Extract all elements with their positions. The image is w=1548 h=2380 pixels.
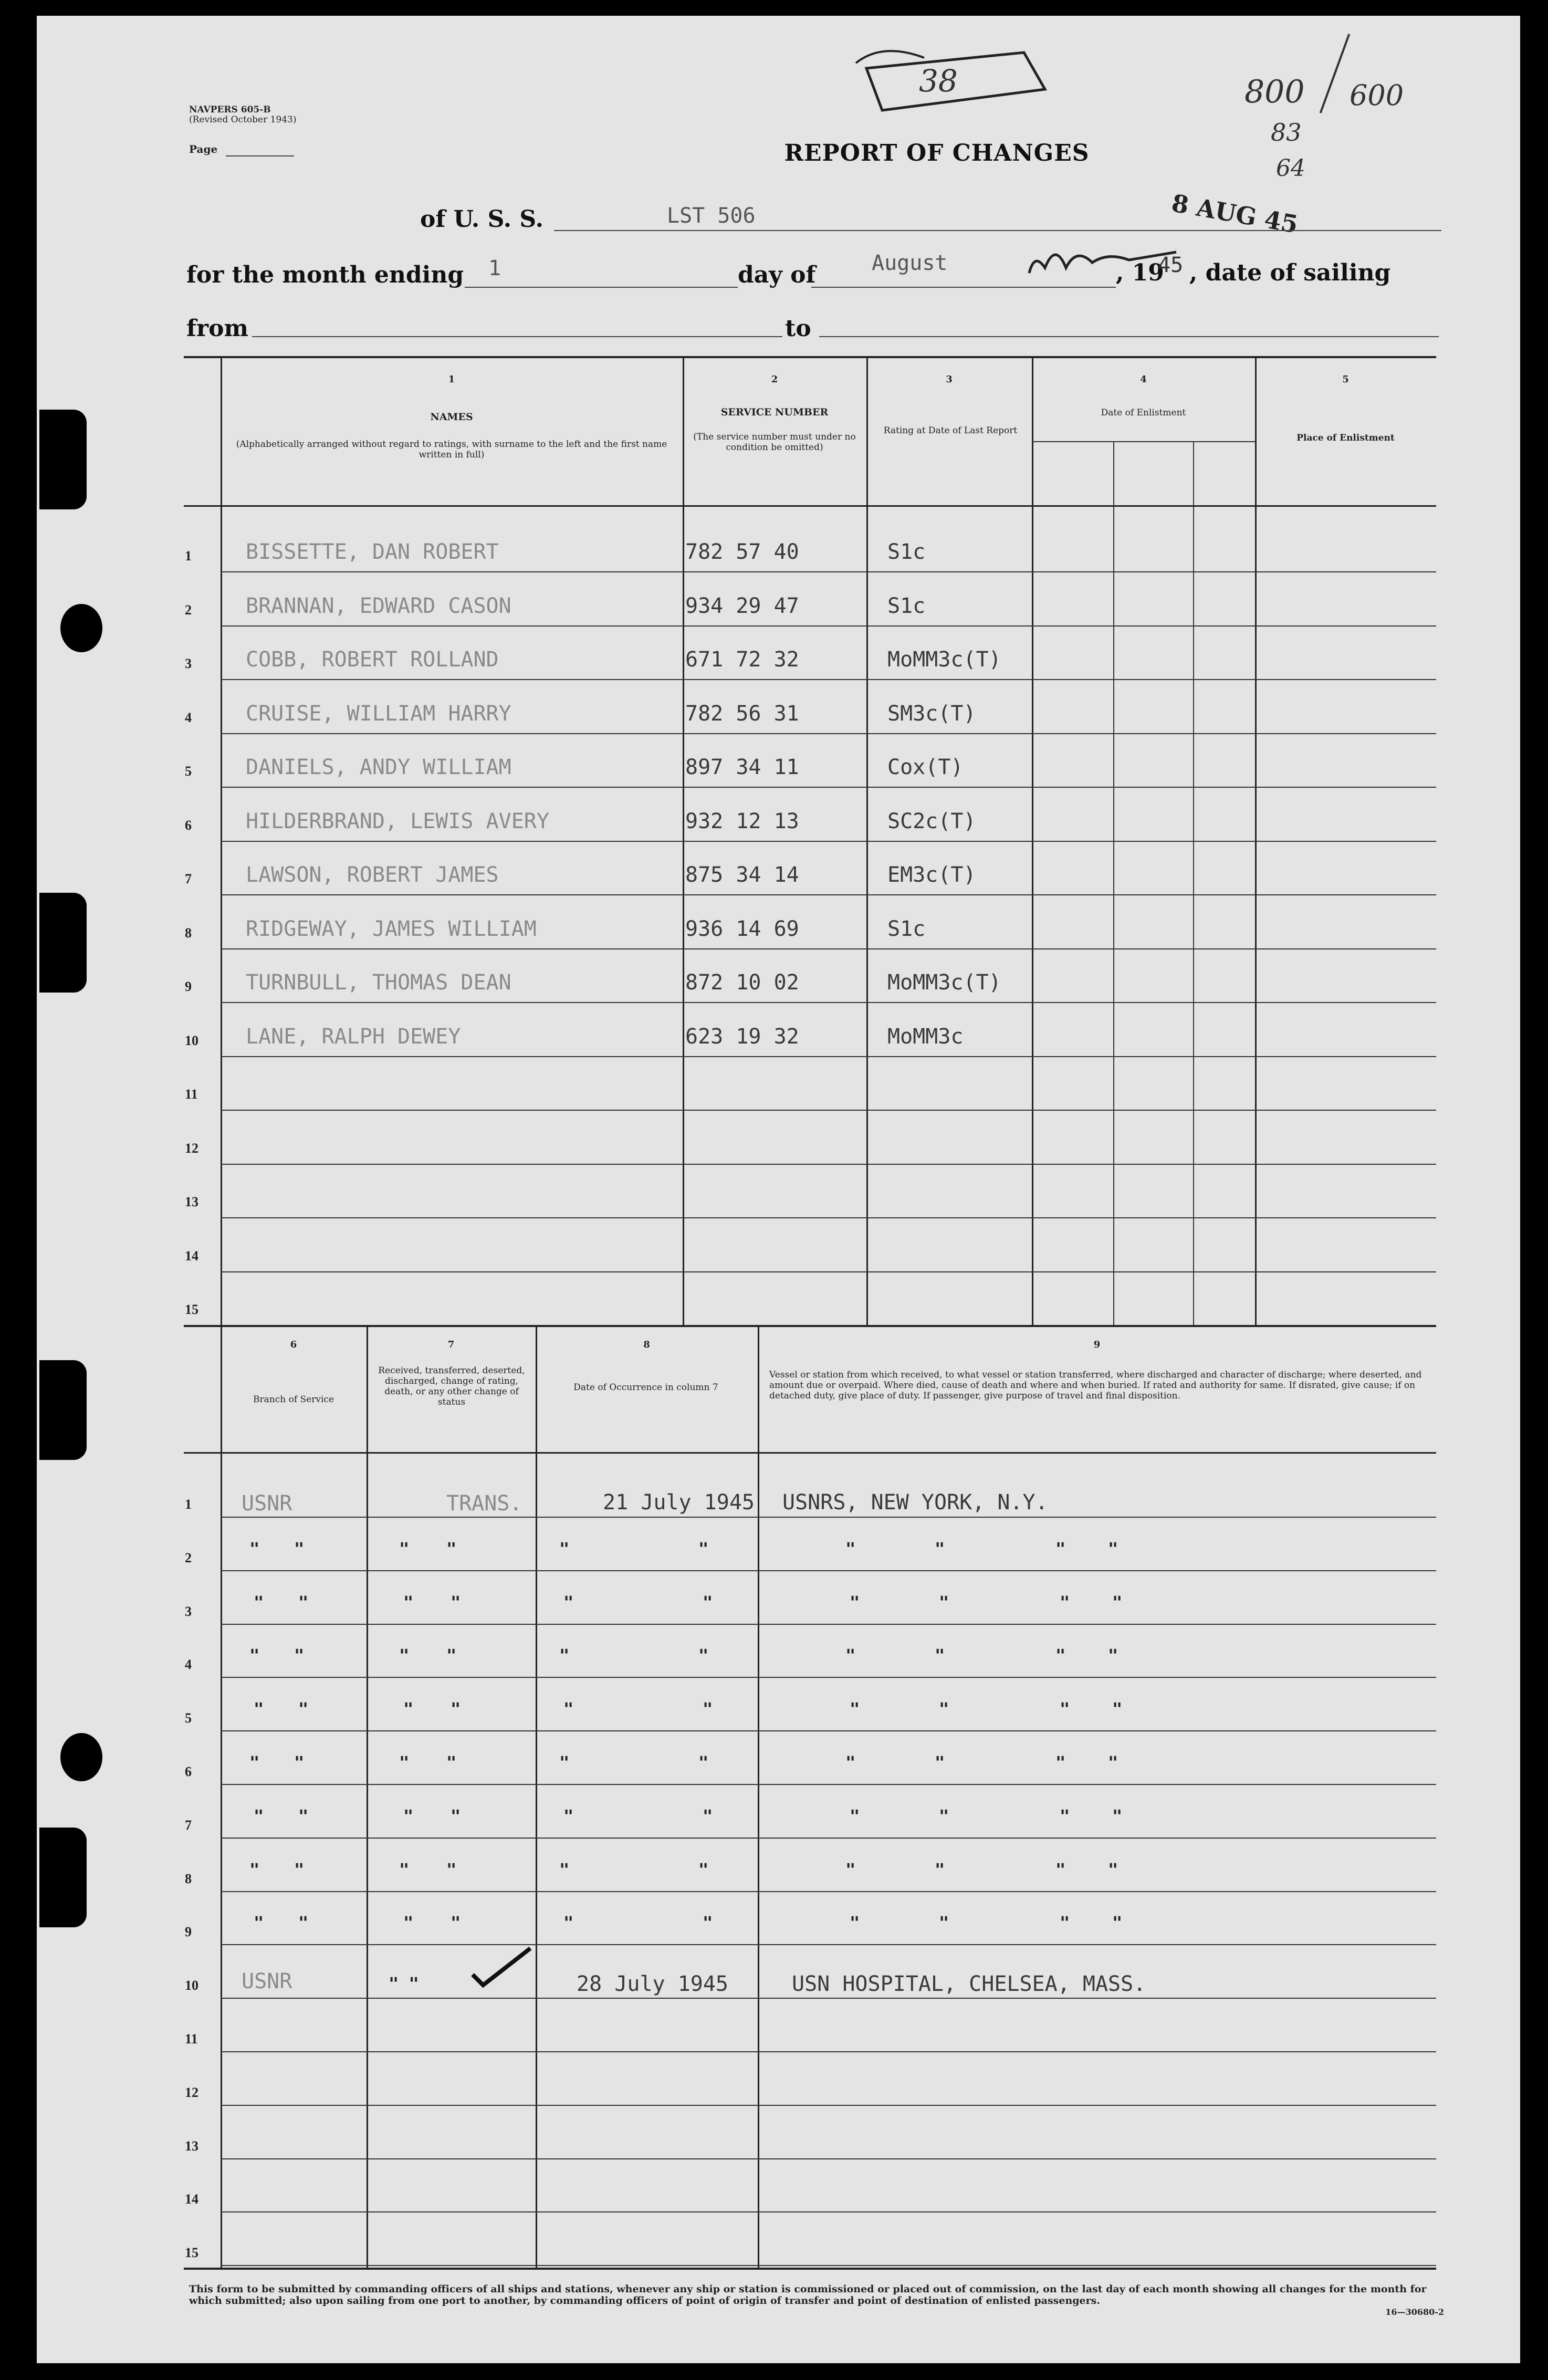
- ditto-mark: ": [298, 1805, 309, 1826]
- ditto-mark: ": [1108, 1859, 1118, 1880]
- from-label: from: [186, 315, 249, 342]
- lower-row10-change: " ": [389, 1974, 419, 1993]
- col1-number: 1: [448, 374, 455, 385]
- lower-divider-3: [758, 1325, 759, 2268]
- ditto-mark: ": [294, 1752, 305, 1772]
- lower-row-line: [221, 1838, 1436, 1839]
- ditto-mark: ": [1060, 1805, 1070, 1826]
- ditto-mark: ": [1112, 1805, 1123, 1826]
- upper-row-number: 9: [185, 979, 192, 994]
- binder-tab-middle: [39, 893, 87, 993]
- lower-table-bottom: [184, 2268, 1436, 2270]
- ditto-mark: ": [446, 1645, 457, 1666]
- form-code: [189, 105, 297, 125]
- handwritten-note-3: 83: [1271, 118, 1302, 147]
- ditto-mark: ": [399, 1538, 410, 1559]
- ditto-mark: ": [451, 1592, 461, 1612]
- upper-row-line: [221, 1164, 1436, 1165]
- col2-title: SERVICE NUMBER: [720, 406, 829, 418]
- lower-row-line: [221, 1677, 1436, 1678]
- ditto-mark: ": [845, 1859, 856, 1880]
- lower-row-number: 10: [185, 1978, 198, 1993]
- ditto-mark: ": [1112, 1699, 1123, 1719]
- column-divider-left: [221, 356, 222, 2268]
- upper-row-number: 10: [185, 1032, 198, 1048]
- upper-row-name: BISSETTE, DAN ROBERT: [246, 540, 499, 564]
- upper-row-number: 5: [185, 764, 192, 779]
- ditto-mark: ": [698, 1645, 709, 1666]
- upper-row-service-number: 934 29 47: [685, 593, 799, 618]
- upper-row-name: CRUISE, WILLIAM HARRY: [246, 701, 511, 726]
- lower-row10-branch: USNR: [242, 1969, 292, 1993]
- day-value: 1: [488, 256, 501, 280]
- upper-row-rating: EM3c(T): [887, 863, 976, 887]
- col6-title: Branch of Service: [253, 1394, 334, 1405]
- ditto-mark: ": [563, 1592, 574, 1612]
- upper-row-rating: MoMM3c(T): [887, 970, 1001, 995]
- lower-row-line: [221, 2105, 1436, 2106]
- upper-row-line: [221, 948, 1436, 949]
- ditto-mark: ": [399, 1859, 410, 1880]
- upper-row-number: 1: [185, 548, 192, 563]
- date-stamp: 8 AUG 45: [1169, 189, 1300, 239]
- ditto-mark: ": [298, 1913, 309, 1933]
- lower-row-number: 9: [185, 1924, 192, 1940]
- col4-title: Date of Enlistment: [1101, 408, 1186, 418]
- lower-table-top: [184, 1325, 1436, 1327]
- ditto-mark: ": [559, 1538, 570, 1559]
- ditto-mark: ": [939, 1592, 949, 1612]
- ditto-mark: ": [1055, 1859, 1066, 1880]
- ditto-mark: ": [850, 1592, 860, 1612]
- ditto-mark: ": [403, 1913, 414, 1933]
- ditto-mark: ": [559, 1859, 570, 1880]
- ditto-mark: ": [1060, 1913, 1070, 1933]
- lower-row-number: 13: [185, 2138, 198, 2154]
- ditto-mark: ": [1055, 1752, 1066, 1772]
- upper-row-line: [221, 571, 1436, 572]
- form-code-line2: (Revised October 1943): [189, 114, 297, 125]
- ditto-mark: ": [249, 1752, 260, 1772]
- upper-row-rating: S1c: [887, 593, 926, 618]
- year-prefix: , 19: [1116, 259, 1164, 286]
- upper-row-service-number: 671 72 32: [685, 648, 799, 672]
- upper-row-service-number: 623 19 32: [685, 1024, 799, 1049]
- ditto-mark: ": [1108, 1645, 1118, 1666]
- col4-number: 4: [1140, 374, 1147, 385]
- ditto-mark: ": [446, 1538, 457, 1559]
- ditto-mark: ": [249, 1859, 260, 1880]
- upper-row-service-number: 782 57 40: [685, 540, 799, 564]
- year-value: 45: [1158, 253, 1184, 277]
- lower-divider-2: [536, 1325, 537, 2268]
- ditto-mark: ": [703, 1592, 713, 1612]
- ditto-mark: ": [254, 1913, 264, 1933]
- ditto-mark: ": [935, 1752, 945, 1772]
- month-value: August: [872, 251, 948, 275]
- ditto-mark: ": [298, 1699, 309, 1719]
- col2-number: 2: [771, 374, 778, 385]
- ditto-mark: ": [850, 1805, 860, 1826]
- page-label: Page: [189, 143, 218, 155]
- upper-row-service-number: 872 10 02: [685, 970, 799, 995]
- upper-row-line: [221, 1271, 1436, 1272]
- lower-header-bottom: [184, 1452, 1436, 1454]
- lower-row-line: [221, 1784, 1436, 1785]
- upper-row-name: COBB, ROBERT ROLLAND: [246, 648, 499, 672]
- lower-row1-change: TRANS.: [446, 1491, 522, 1516]
- ditto-mark: ": [403, 1592, 414, 1612]
- upper-row-service-number: 897 34 11: [685, 755, 799, 779]
- upper-row-number: 12: [185, 1140, 198, 1156]
- ditto-mark: ": [703, 1699, 713, 1719]
- footer-text: This form to be submitted by commanding officers of all ships and stations, whenever any ship or station is commissioned or placed out of commission, on the last day of each month showing all changes for the month for which submitted; also upon sailing from one port to another, by commanding officers of point of origin of transfer and point of destination of enlisted passengers.: [189, 2283, 1427, 2306]
- ditto-mark: ": [249, 1538, 260, 1559]
- ditto-mark: ": [298, 1592, 309, 1612]
- ditto-mark: ": [703, 1805, 713, 1826]
- col2-note: (The service number must under no condition be omitted): [693, 432, 856, 453]
- lower-row1-date: 21 July 1945: [603, 1490, 755, 1515]
- upper-row-rating: MoMM3c(T): [887, 648, 1001, 672]
- ditto-mark: ": [254, 1699, 264, 1719]
- binder-hole-lower: [60, 1733, 102, 1781]
- checkmark: [467, 1943, 536, 1990]
- ditto-mark: ": [1108, 1538, 1118, 1559]
- column-divider-4a: [1113, 441, 1114, 1325]
- lower-row1-branch: USNR: [242, 1491, 292, 1516]
- lower-row-line: [221, 1944, 1436, 1945]
- ditto-mark: ": [703, 1913, 713, 1933]
- upper-table-top: [184, 356, 1436, 358]
- lower-row-line: [221, 1517, 1436, 1518]
- ditto-mark: ": [939, 1805, 949, 1826]
- upper-row-rating: Cox(T): [887, 755, 964, 779]
- ditto-mark: ": [559, 1752, 570, 1772]
- ditto-mark: ": [939, 1913, 949, 1933]
- ditto-mark: ": [845, 1538, 856, 1559]
- ditto-mark: ": [845, 1752, 856, 1772]
- upper-row-line: [221, 1110, 1436, 1111]
- handwritten-note-4: 64: [1276, 155, 1305, 182]
- lower-row-number: 5: [185, 1710, 192, 1726]
- upper-row-number: 14: [185, 1248, 198, 1264]
- upper-row-number: 11: [185, 1087, 198, 1102]
- col6-number: 6: [290, 1339, 297, 1350]
- upper-row-line: [221, 1056, 1436, 1057]
- lower-row-line: [221, 2158, 1436, 2159]
- upper-row-service-number: 875 34 14: [685, 863, 799, 887]
- ditto-mark: ": [563, 1913, 574, 1933]
- upper-row-number: 7: [185, 871, 192, 886]
- lower-row-line: [221, 1624, 1436, 1625]
- ship-name: LST 506: [667, 204, 756, 228]
- col9-title: Vessel or station from which received, to what vessel or station transferred, where discharged and character of discharge; where deserted, and amount due or overpaid. Where died, cause of death and where and when buried. If rated and authority for same. If disrated, give cause; if on detached duty, give place of duty. If passenger, give purpose of travel and final disposition.: [769, 1370, 1422, 1401]
- ditto-mark: ": [563, 1805, 574, 1826]
- ditto-mark: ": [1108, 1752, 1118, 1772]
- footer-instructions: [189, 2283, 1444, 2317]
- upper-row-line: [221, 1002, 1436, 1003]
- lower-row-number: 14: [185, 2191, 198, 2207]
- upper-row-name: TURNBULL, THOMAS DEAN: [246, 970, 511, 995]
- form-code-line1: NAVPERS 605-B: [189, 105, 271, 115]
- upper-row-rating: S1c: [887, 916, 926, 941]
- binder-hole-upper: [60, 604, 102, 652]
- ditto-mark: ": [1060, 1699, 1070, 1719]
- col9-number: 9: [1093, 1339, 1101, 1350]
- col5-title: Place of Enlistment: [1296, 433, 1395, 443]
- upper-row-line: [221, 894, 1436, 895]
- lower-row-line: [221, 2051, 1436, 2052]
- ditto-mark: ": [446, 1859, 457, 1880]
- lower-row-number: 7: [185, 1817, 192, 1833]
- lower-row10-date: 28 July 1945: [577, 1972, 728, 1996]
- ditto-mark: ": [1055, 1538, 1066, 1559]
- ditto-mark: ": [249, 1645, 260, 1666]
- binder-tab-lower: [39, 1360, 87, 1460]
- handwritten-box-number: 38: [919, 63, 958, 99]
- ditto-mark: ": [935, 1859, 945, 1880]
- upper-row-line: [221, 733, 1436, 734]
- lower-row-line: [221, 1998, 1436, 1999]
- ditto-mark: ": [845, 1645, 856, 1666]
- ditto-mark: ": [254, 1805, 264, 1826]
- col7-title: Received, transferred, deserted, discharged, change of rating, death, or any other change of status: [378, 1365, 525, 1407]
- page-title: REPORT OF CHANGES: [784, 140, 1090, 166]
- upper-row-line: [221, 787, 1436, 788]
- report-page: [37, 16, 1520, 2363]
- upper-row-name: DANIELS, ANDY WILLIAM: [246, 755, 511, 779]
- upper-row-rating: S1c: [887, 540, 926, 564]
- ship-underline: [554, 230, 1441, 231]
- upper-row-rating: SC2c(T): [887, 809, 976, 833]
- ditto-mark: ": [403, 1699, 414, 1719]
- col5-number: 5: [1342, 374, 1349, 385]
- lower-row-number: 6: [185, 1764, 192, 1779]
- upper-row-number: 2: [185, 602, 192, 618]
- ditto-mark: ": [939, 1699, 949, 1719]
- binder-tab-top: [39, 410, 87, 509]
- lower-row-number: 2: [185, 1550, 192, 1565]
- col8-number: 8: [643, 1339, 650, 1350]
- ditto-mark: ": [294, 1645, 305, 1666]
- lower-row-number: 8: [185, 1871, 192, 1886]
- upper-row-number: 4: [185, 709, 192, 725]
- lower-row-line: [221, 2211, 1436, 2212]
- lower-row-number: 11: [185, 2031, 198, 2047]
- ditto-mark: ": [451, 1913, 461, 1933]
- upper-row-name: RIDGEWAY, JAMES WILLIAM: [246, 916, 537, 941]
- from-underline: [252, 336, 782, 337]
- upper-row-service-number: 936 14 69: [685, 916, 799, 941]
- ditto-mark: ": [1055, 1645, 1066, 1666]
- upper-row-line: [221, 679, 1436, 680]
- to-label: to: [785, 315, 811, 342]
- ditto-mark: ": [403, 1805, 414, 1826]
- ditto-mark: ": [1060, 1592, 1070, 1612]
- upper-row-name: HILDERBRAND, LEWIS AVERY: [246, 809, 549, 833]
- col1-note: (Alphabetically arranged without regard to ratings, with surname to the left and the first name written in full): [236, 439, 667, 460]
- upper-row-rating: SM3c(T): [887, 701, 976, 726]
- ditto-mark: ": [294, 1859, 305, 1880]
- ditto-mark: ": [935, 1538, 945, 1559]
- upper-row-number: 15: [185, 1302, 198, 1317]
- ditto-mark: ": [935, 1645, 945, 1666]
- upper-row-service-number: 932 12 13: [685, 809, 799, 833]
- lower-row-line: [221, 2265, 1436, 2266]
- upper-row-rating: MoMM3c: [887, 1024, 964, 1049]
- upper-row-line: [221, 625, 1436, 627]
- column-divider-4b: [1193, 441, 1194, 1325]
- upper-row-line: [221, 841, 1436, 842]
- ditto-mark: ": [698, 1859, 709, 1880]
- lower-row10-station: USN HOSPITAL, CHELSEA, MASS.: [792, 1972, 1146, 1996]
- handwritten-note-2: 600: [1350, 79, 1404, 112]
- upper-row-name: LANE, RALPH DEWEY: [246, 1024, 461, 1049]
- of-uss-label: of U. S. S.: [420, 206, 543, 233]
- lower-divider-1: [367, 1325, 368, 2268]
- col8-title: Date of Occurrence in column 7: [573, 1382, 718, 1393]
- day-of-label: day of: [738, 262, 816, 288]
- date-of-sailing-label: , date of sailing: [1189, 259, 1391, 286]
- ditto-mark: ": [254, 1592, 264, 1612]
- footer-code: 16—30680-2: [1385, 2307, 1444, 2317]
- upper-row-name: BRANNAN, EDWARD CASON: [246, 593, 511, 618]
- upper-row-number: 13: [185, 1194, 198, 1209]
- col3-number: 3: [946, 374, 953, 385]
- lower-row1-station: USNRS, NEW YORK, N.Y.: [782, 1490, 1048, 1515]
- day-underline: [465, 287, 738, 288]
- lower-row-number: 4: [185, 1657, 192, 1673]
- lower-row-number: 3: [185, 1603, 192, 1619]
- upper-row-number: 3: [185, 656, 192, 671]
- ditto-mark: ": [399, 1645, 410, 1666]
- ditto-mark: ": [698, 1752, 709, 1772]
- handwritten-note-1: 800: [1244, 74, 1305, 110]
- upper-header-bottom: [184, 505, 1436, 507]
- lower-row-line: [221, 1891, 1436, 1892]
- enlistment-subdivider: [1032, 441, 1255, 442]
- ditto-mark: ": [294, 1538, 305, 1559]
- ditto-mark: ": [451, 1805, 461, 1826]
- ditto-mark: ": [850, 1699, 860, 1719]
- ditto-mark: ": [1112, 1592, 1123, 1612]
- lower-row-line: [221, 1570, 1436, 1571]
- ditto-mark: ": [698, 1538, 709, 1559]
- col3-title: Rating at Date of Last Report: [883, 425, 1018, 436]
- ditto-mark: ": [850, 1913, 860, 1933]
- lower-row-line: [221, 1730, 1436, 1731]
- binder-tab-bottom: [39, 1828, 87, 1927]
- upper-row-line: [221, 1217, 1436, 1218]
- col7-number: 7: [447, 1339, 455, 1350]
- col1-title: NAMES: [430, 411, 473, 423]
- ditto-mark: ": [451, 1699, 461, 1719]
- lower-row-number: 15: [185, 2245, 198, 2261]
- ditto-mark: ": [446, 1752, 457, 1772]
- month-ending-label: for the month ending: [186, 262, 464, 288]
- ditto-mark: ": [399, 1752, 410, 1772]
- upper-row-number: 6: [185, 817, 192, 833]
- to-underline: [819, 336, 1439, 337]
- upper-row-name: LAWSON, ROBERT JAMES: [246, 863, 499, 887]
- ditto-mark: ": [1112, 1913, 1123, 1933]
- lower-row-number: 12: [185, 2084, 198, 2100]
- upper-row-service-number: 782 56 31: [685, 701, 799, 726]
- ditto-mark: ": [559, 1645, 570, 1666]
- ditto-mark: ": [563, 1699, 574, 1719]
- upper-row-number: 8: [185, 925, 192, 941]
- lower-row-number: 1: [185, 1497, 192, 1512]
